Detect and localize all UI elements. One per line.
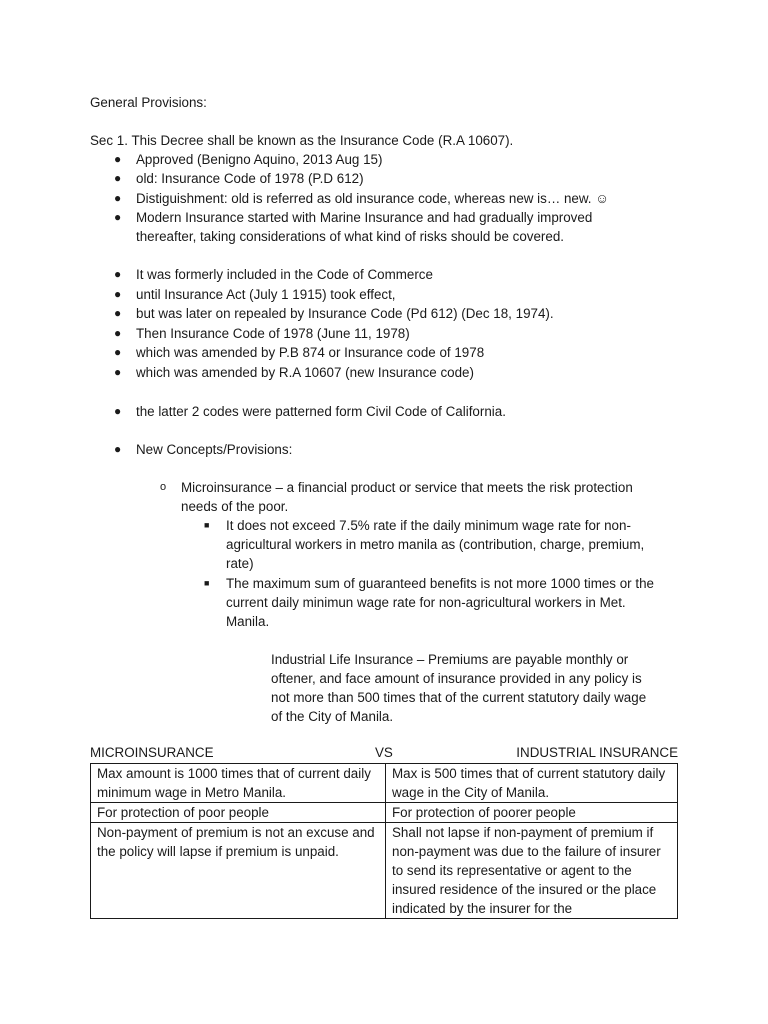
bullet-icon: ● (114, 365, 122, 379)
industrial-paragraph-line: oftener, and face amount of insurance provided in any policy is (271, 671, 642, 686)
industrial-insurance-heading: INDUSTRIAL INSURANCE (516, 745, 678, 760)
table-cell: Max amount is 1000 times that of current daily minimum wage in Metro Manila. (91, 764, 386, 803)
sub-item-cont: agricultural workers in metro manila as (contribution, charge, premium, (226, 537, 645, 552)
section-1-title: Sec 1. This Decree shall be known as the Insurance Code (R.A 10607). (90, 133, 514, 148)
sub-item-cont: rate) (226, 556, 254, 571)
bullet-icon: ● (114, 345, 122, 359)
square-bullet-icon: ■ (204, 520, 210, 530)
list-item: It was formerly included in the Code of Commerce (136, 267, 433, 282)
bullet-icon: ● (114, 191, 122, 205)
list-item: but was later on repealed by Insurance Code (Pd 612) (Dec 18, 1974). (136, 306, 554, 321)
list-item: Approved (Benigno Aquino, 2013 Aug 15) (136, 152, 383, 167)
sub-item-cont: Manila. (226, 614, 270, 629)
bullet-icon: ● (114, 442, 122, 456)
list-item: which was amended by P.B 874 or Insurance code of 1978 (136, 345, 485, 360)
circle-bullet-icon: o (160, 481, 167, 493)
sub-item-cont: current daily minimun wage rate for non-agricultural workers in Met. (226, 595, 626, 610)
table-cell: Non-payment of premium is not an excuse and the policy will lapse if premium is unpaid. (91, 823, 386, 919)
sub-item: The maximum sum of guaranteed benefits is not more 1000 times or the (226, 576, 654, 591)
microinsurance-definition-cont: needs of the poor. (181, 499, 289, 514)
list-item: the latter 2 codes were patterned form Civil Code of California. (136, 404, 506, 419)
bullet-icon: ● (114, 171, 122, 185)
table-cell: Max is 500 times that of current statutory daily wage in the City of Manila. (386, 764, 678, 803)
bullet-icon: ● (114, 152, 122, 166)
microinsurance-heading: MICROINSURANCE (90, 745, 214, 760)
industrial-paragraph-line: Industrial Life Insurance – Premiums are payable monthly or (271, 652, 629, 667)
list-item: which was amended by R.A 10607 (new Insurance code) (136, 365, 474, 380)
bullet-icon: ● (114, 267, 122, 281)
comparison-headings (90, 743, 678, 762)
table-cell: For protection of poorer people (386, 803, 678, 823)
table-cell: Shall not lapse if non-payment of premium if non-payment was due to the failure of insurer to send its representative or agent to the insured residence of the insured or the place indicated by the insurer for the (386, 823, 678, 919)
bullet-icon: ● (114, 404, 122, 418)
bullet-icon: ● (114, 287, 122, 301)
bullet-icon: ● (114, 210, 122, 224)
list-item: Then Insurance Code of 1978 (June 11, 1978) (136, 326, 410, 341)
list-item: old: Insurance Code of 1978 (P.D 612) (136, 171, 364, 186)
list-item-continuation: thereafter, taking considerations of what kind of risks should be covered. (136, 229, 564, 244)
sub-item: It does not exceed 7.5% rate if the daily minimum wage rate for non- (226, 518, 631, 533)
list-item: Distiguishment: old is referred as old insurance code, whereas new is… new. ☺ (136, 191, 609, 206)
table-row (91, 803, 678, 823)
square-bullet-icon: ■ (204, 578, 210, 588)
table-row (91, 823, 678, 919)
table-row (91, 764, 678, 803)
bullet-icon: ● (114, 326, 122, 340)
bullet-icon: ● (114, 306, 122, 320)
comparison-table (90, 763, 678, 919)
table-cell: For protection of poor people (91, 803, 386, 823)
list-item: Modern Insurance started with Marine Insurance and had gradually improved (136, 210, 593, 225)
page-heading: General Provisions: (90, 95, 207, 110)
list-item: until Insurance Act (July 1 1915) took effect, (136, 287, 396, 302)
microinsurance-definition: Microinsurance – a financial product or service that meets the risk protection (181, 480, 633, 495)
list-item: New Concepts/Provisions: (136, 442, 293, 457)
industrial-paragraph-line: of the City of Manila. (271, 709, 394, 724)
vs-heading: VS (375, 745, 393, 760)
industrial-paragraph-line: not more than 500 times that of the current statutory daily wage (271, 690, 647, 705)
